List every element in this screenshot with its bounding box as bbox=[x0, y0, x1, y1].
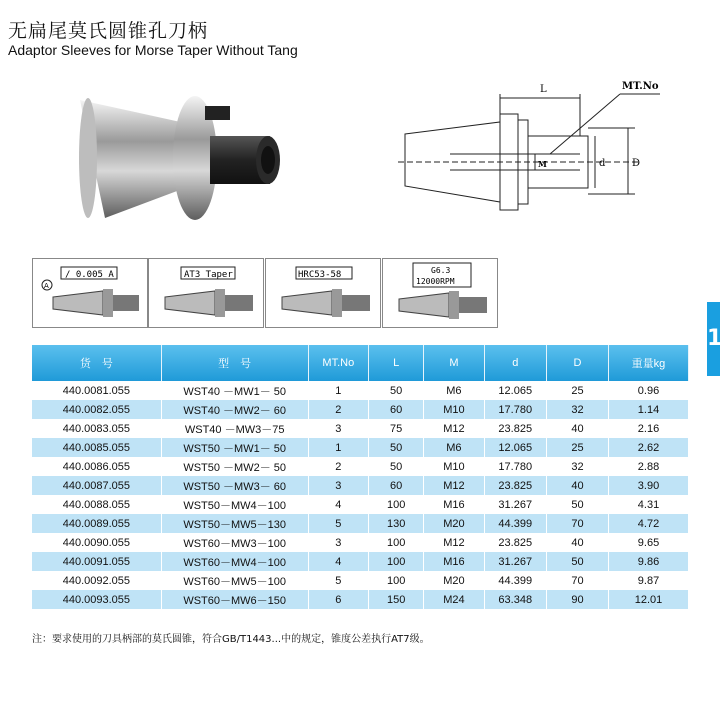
cell-model: WST50－MW5－130 bbox=[161, 514, 308, 533]
cell-m: M12 bbox=[424, 476, 484, 495]
cell-l: 50 bbox=[369, 457, 424, 476]
cell-model: WST50 －MW2－ 50 bbox=[161, 457, 308, 476]
table-row bbox=[32, 571, 689, 590]
cell-d-large: 40 bbox=[546, 419, 608, 438]
cell-d-small: 17.780 bbox=[484, 400, 546, 419]
cell-d-large: 50 bbox=[546, 552, 608, 571]
page-title-en: Adaptor Sleeves for Morse Taper Without Tang bbox=[8, 42, 298, 58]
cell-d-small: 23.825 bbox=[484, 533, 546, 552]
cell-d-small: 63.348 bbox=[484, 590, 546, 609]
cell-mt: 2 bbox=[308, 400, 368, 419]
cell-d-large: 32 bbox=[546, 457, 608, 476]
feature-panel-balance bbox=[382, 258, 498, 328]
cell-weight: 2.16 bbox=[608, 419, 688, 438]
cell-mt: 5 bbox=[308, 514, 368, 533]
col-header-d-large: D bbox=[546, 345, 608, 381]
table-row bbox=[32, 438, 689, 457]
feature-tag-hardness: HRC53-58 bbox=[298, 270, 342, 280]
dim-label-d-small: d bbox=[599, 158, 606, 169]
cell-mt: 4 bbox=[308, 552, 368, 571]
cell-mt: 4 bbox=[308, 495, 368, 514]
cell-part-no: 440.0082.055 bbox=[32, 400, 161, 419]
cell-d-large: 70 bbox=[546, 571, 608, 590]
feature-tag-rpm: 12000RPM bbox=[416, 277, 455, 286]
cell-l: 50 bbox=[369, 381, 424, 400]
product-photo bbox=[70, 78, 300, 233]
cell-m: M24 bbox=[424, 590, 484, 609]
cell-part-no: 440.0090.055 bbox=[32, 533, 161, 552]
table-header-row bbox=[32, 345, 689, 381]
table-row bbox=[32, 457, 689, 476]
cell-model: WST60－MW4－100 bbox=[161, 552, 308, 571]
col-header-weight: 重量kg bbox=[608, 345, 688, 381]
feature-panel-hardness bbox=[265, 258, 381, 328]
cell-mt: 1 bbox=[308, 381, 368, 400]
dim-label-d-large: D bbox=[632, 158, 641, 169]
cell-model: WST50 －MW1－ 50 bbox=[161, 438, 308, 457]
cell-d-small: 31.267 bbox=[484, 495, 546, 514]
col-header-model: 型 号 bbox=[161, 345, 308, 381]
cell-m: M10 bbox=[424, 457, 484, 476]
cell-mt: 2 bbox=[308, 457, 368, 476]
cell-model: WST60－MW6－150 bbox=[161, 590, 308, 609]
cell-d-large: 40 bbox=[546, 476, 608, 495]
cell-mt: 5 bbox=[308, 571, 368, 590]
cell-d-large: 32 bbox=[546, 400, 608, 419]
cell-m: M12 bbox=[424, 533, 484, 552]
cell-weight: 3.90 bbox=[608, 476, 688, 495]
cell-l: 130 bbox=[369, 514, 424, 533]
cell-d-small: 17.780 bbox=[484, 457, 546, 476]
cell-d-large: 50 bbox=[546, 495, 608, 514]
cell-m: M10 bbox=[424, 400, 484, 419]
cell-l: 150 bbox=[369, 590, 424, 609]
cell-d-small: 12.065 bbox=[484, 381, 546, 400]
cell-d-large: 90 bbox=[546, 590, 608, 609]
cell-weight: 9.87 bbox=[608, 571, 688, 590]
feature-tag-grade: G6.3 bbox=[431, 266, 451, 275]
feature-panel-runout bbox=[32, 258, 148, 328]
table-row bbox=[32, 381, 689, 400]
cell-weight: 0.96 bbox=[608, 381, 688, 400]
cell-mt: 3 bbox=[308, 419, 368, 438]
cell-d-large: 40 bbox=[546, 533, 608, 552]
cell-m: M6 bbox=[424, 381, 484, 400]
cell-part-no: 440.0086.055 bbox=[32, 457, 161, 476]
spec-table bbox=[32, 345, 689, 609]
cell-m: M6 bbox=[424, 438, 484, 457]
cell-weight: 2.62 bbox=[608, 438, 688, 457]
cell-l: 100 bbox=[369, 552, 424, 571]
cell-l: 100 bbox=[369, 571, 424, 590]
dim-label-m: M bbox=[538, 159, 547, 169]
cell-weight: 4.72 bbox=[608, 514, 688, 533]
cell-part-no: 440.0089.055 bbox=[32, 514, 161, 533]
col-header-mt: MT.No bbox=[308, 345, 368, 381]
cell-m: M20 bbox=[424, 514, 484, 533]
cell-model: WST60－MW5－100 bbox=[161, 571, 308, 590]
cell-part-no: 440.0081.055 bbox=[32, 381, 161, 400]
datum-label: A bbox=[44, 282, 49, 290]
cell-part-no: 440.0087.055 bbox=[32, 476, 161, 495]
cell-d-large: 70 bbox=[546, 514, 608, 533]
feature-panel-taper bbox=[148, 258, 264, 328]
table-row bbox=[32, 400, 689, 419]
dim-label-l: L bbox=[540, 84, 547, 95]
cell-mt: 3 bbox=[308, 533, 368, 552]
table-row bbox=[32, 514, 689, 533]
cell-model: WST50 －MW3－ 60 bbox=[161, 476, 308, 495]
cell-l: 75 bbox=[369, 419, 424, 438]
cell-part-no: 440.0085.055 bbox=[32, 438, 161, 457]
page-title-cn: 无扁尾莫氏圆锥孔刀柄 bbox=[8, 20, 209, 42]
cell-d-small: 44.399 bbox=[484, 514, 546, 533]
cell-d-small: 23.825 bbox=[484, 476, 546, 495]
cell-d-large: 25 bbox=[546, 381, 608, 400]
cell-weight: 9.65 bbox=[608, 533, 688, 552]
cell-mt: 6 bbox=[308, 590, 368, 609]
cell-mt: 3 bbox=[308, 476, 368, 495]
col-header-m: M bbox=[424, 345, 484, 381]
cell-d-small: 12.065 bbox=[484, 438, 546, 457]
cell-model: WST40 －MW1－ 50 bbox=[161, 381, 308, 400]
cell-d-small: 23.825 bbox=[484, 419, 546, 438]
col-header-d-small: d bbox=[484, 345, 546, 381]
cell-weight: 1.14 bbox=[608, 400, 688, 419]
cell-m: M16 bbox=[424, 495, 484, 514]
cell-part-no: 440.0083.055 bbox=[32, 419, 161, 438]
dim-label-mt: MT.No bbox=[622, 81, 659, 92]
cell-model: WST40 －MW3－75 bbox=[161, 419, 308, 438]
cell-l: 50 bbox=[369, 438, 424, 457]
cell-part-no: 440.0092.055 bbox=[32, 571, 161, 590]
cell-model: WST60－MW3－100 bbox=[161, 533, 308, 552]
cell-part-no: 440.0093.055 bbox=[32, 590, 161, 609]
cell-l: 60 bbox=[369, 400, 424, 419]
cell-d-small: 44.399 bbox=[484, 571, 546, 590]
cell-model: WST50－MW4－100 bbox=[161, 495, 308, 514]
cell-l: 100 bbox=[369, 533, 424, 552]
cell-model: WST40 －MW2－ 60 bbox=[161, 400, 308, 419]
cell-d-small: 31.267 bbox=[484, 552, 546, 571]
table-row bbox=[32, 476, 689, 495]
cell-d-large: 25 bbox=[546, 438, 608, 457]
cell-weight: 2.88 bbox=[608, 457, 688, 476]
cell-l: 100 bbox=[369, 495, 424, 514]
cell-l: 60 bbox=[369, 476, 424, 495]
cell-m: M12 bbox=[424, 419, 484, 438]
cell-m: M16 bbox=[424, 552, 484, 571]
table-row bbox=[32, 419, 689, 438]
cell-weight: 4.31 bbox=[608, 495, 688, 514]
table-row bbox=[32, 495, 689, 514]
cell-weight: 9.86 bbox=[608, 552, 688, 571]
col-header-part-no: 货 号 bbox=[32, 345, 161, 381]
table-row bbox=[32, 533, 689, 552]
table-row bbox=[32, 552, 689, 571]
section-tab: 1 bbox=[707, 302, 720, 376]
cell-mt: 1 bbox=[308, 438, 368, 457]
feature-tag-runout: / 0.005 A bbox=[65, 270, 114, 280]
cell-part-no: 440.0088.055 bbox=[32, 495, 161, 514]
cell-weight: 12.01 bbox=[608, 590, 688, 609]
cell-m: M20 bbox=[424, 571, 484, 590]
feature-tag-taper: AT3 Taper bbox=[184, 270, 233, 280]
col-header-l: L bbox=[369, 345, 424, 381]
technical-drawing bbox=[390, 74, 670, 234]
cell-part-no: 440.0091.055 bbox=[32, 552, 161, 571]
table-row bbox=[32, 590, 689, 609]
footnote: 注：要求使用的刀具柄部的莫氏圆锥，符合GB/T1443...中的规定，锥度公差执行AT7级。 bbox=[32, 634, 430, 645]
